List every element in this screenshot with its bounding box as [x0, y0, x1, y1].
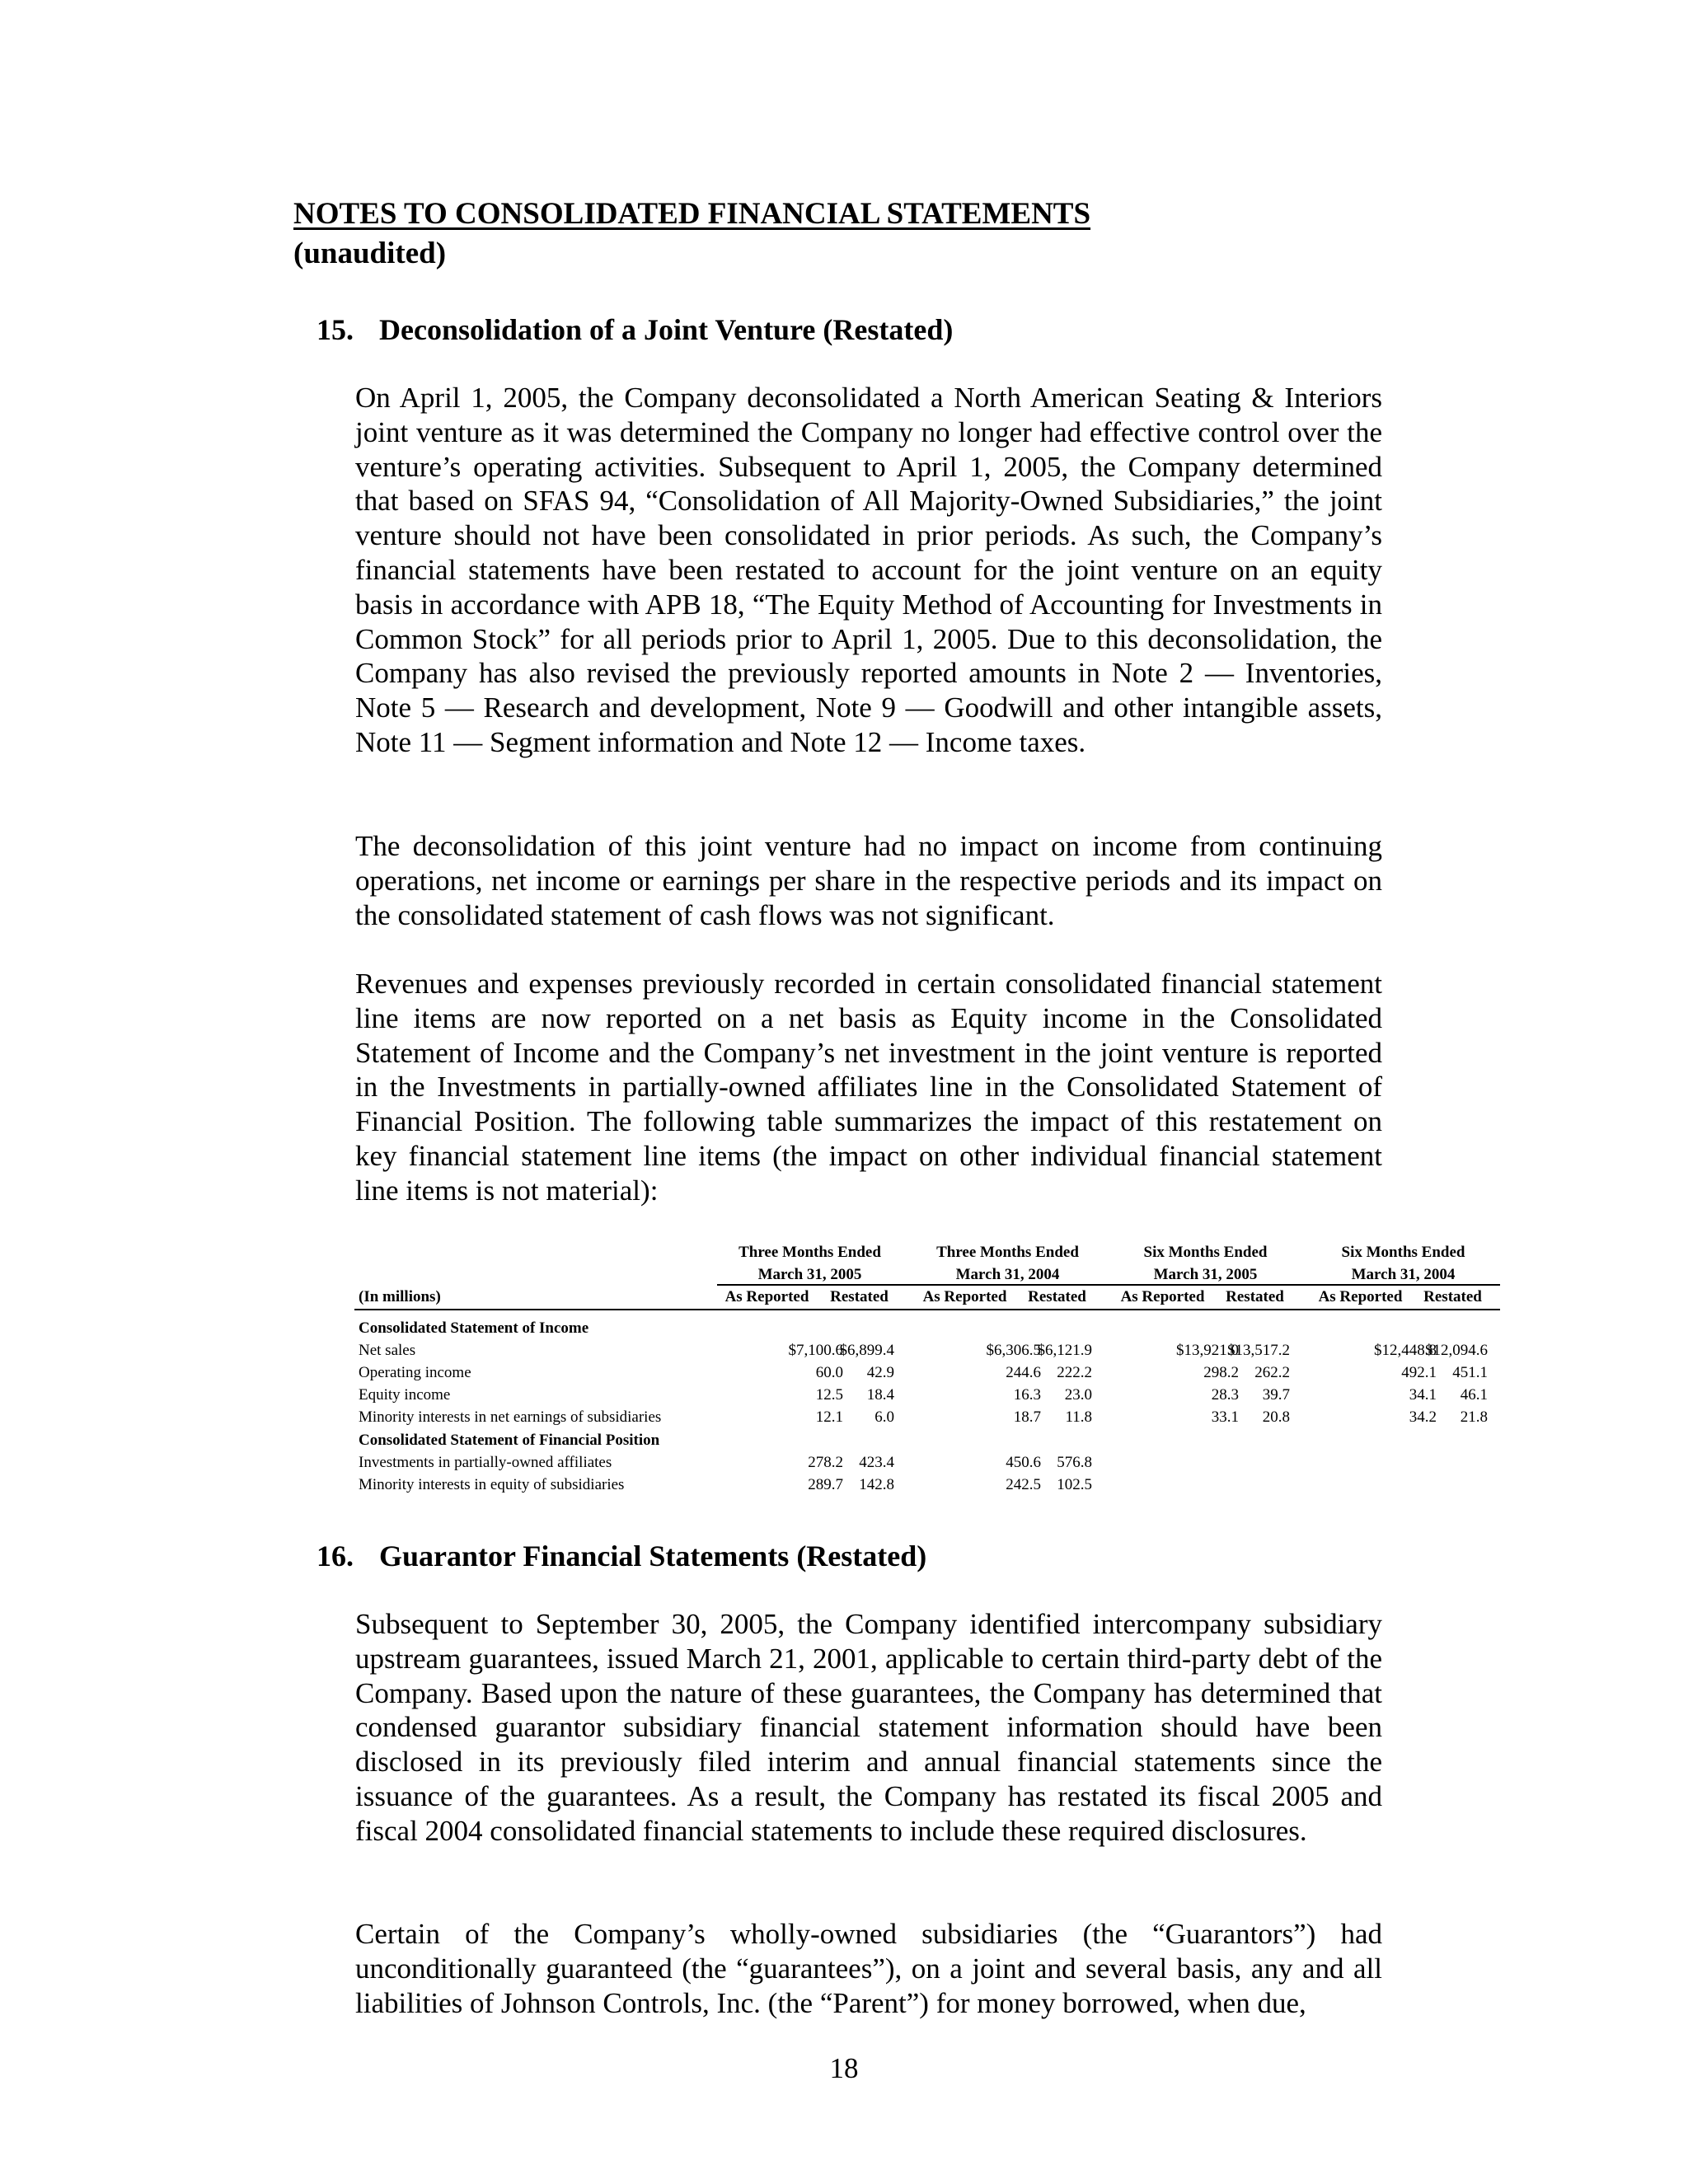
table-cell: 298.2	[1203, 1363, 1239, 1381]
section-16-paragraph-2: Certain of the Company’s wholly-owned subsidiaries (the “Guarantors”) had unconditionally guaranteed (the “guarantees”), on a joint and several basis, any and all liabilities of Johnson Controls, Inc. (the “Parent”) for money borrowed, when due,	[355, 1918, 1382, 2019]
section-16-paragraph-1: Subsequent to September 30, 2005, the Company identified intercompany subsidiary upstream guarantees, issued March 21, 2001, applicable to certain third-party debt of the Company. Based upon the nature of these guarantees, the Company has determined that condensed guarantor subsidiary financial statement information should have been disclosed in its previously filed interim and annual financial statements since the issuance of the guarantees. As a result, the Company has restated its fiscal 2005 and fiscal 2004 consolidated financial statements to include these required disclosures.	[355, 1608, 1382, 1847]
group-4-line1: Six Months Ended	[1341, 1244, 1465, 1261]
table-cell: 46.1	[1460, 1386, 1488, 1404]
table-cell: 242.5	[1006, 1475, 1041, 1493]
subheader-2: Restated	[830, 1288, 889, 1306]
table-cell: 42.9	[866, 1363, 894, 1381]
table-row	[354, 1406, 1500, 1428]
units-label: (In millions)	[359, 1288, 441, 1306]
table-cell: 576.8	[1057, 1453, 1092, 1471]
document-title	[293, 194, 1090, 274]
table-cell: 33.1	[1211, 1408, 1239, 1427]
section-15-paragraph-1: On April 1, 2005, the Company deconsolidated a North American Seating & Interiors joint venture as it was determined the Company no longer had effective control over the venture’s operating activities. Subsequent to April 1, 2005, the Company determined that based on SFAS 94, “Consolidation of All Majority-Owned Subsidiaries,” the joint venture should not have been consolidated in prior periods. As such, the Company’s financial statements have been restated to account for the joint venture on an equity basis in accordance with APB 18, “The Equity Method of Accounting for Investments in Common Stock” for all periods prior to April 1, 2005. Due to this deconsolidation, the Company has also revised the previously reported amounts in Note 2 — Inventories, Note 5 — Research and development, Note 9 — Goodwill and other intangible assets, Note 11 — Segment information and Note 12 — Income taxes.	[355, 382, 1382, 758]
table-group-header-row-1	[354, 1241, 1500, 1263]
table-cell: 142.8	[859, 1475, 894, 1493]
table-cell: 102.5	[1057, 1475, 1092, 1493]
table-cell: 39.7	[1262, 1386, 1290, 1404]
table-cell: 492.1	[1401, 1363, 1437, 1381]
table-cell: 18.4	[866, 1386, 894, 1404]
income-section-row	[354, 1317, 1500, 1339]
table-cell: 23.0	[1064, 1386, 1092, 1404]
row-label: Minority interests in equity of subsidiaries	[359, 1475, 625, 1493]
row-label: Net sales	[359, 1341, 416, 1359]
group-1-line2: March 31, 2005	[757, 1266, 862, 1284]
table-cell: $12,448.8	[1374, 1341, 1437, 1359]
section-15-paragraph-2: The deconsolidation of this joint venture had no impact on income from continuing operations, net income or earnings per share in the respective periods and its impact on the consolidated statement of cash flows was not significant.	[355, 830, 1382, 931]
table-cell: 278.2	[808, 1453, 843, 1471]
table-cell: 289.7	[808, 1475, 843, 1493]
table-row	[354, 1384, 1500, 1406]
table-row	[354, 1339, 1500, 1361]
table-cell: 20.8	[1262, 1408, 1290, 1427]
row-label: Investments in partially-owned affiliates	[359, 1453, 612, 1471]
group-2-line1: Three Months Ended	[936, 1244, 1079, 1261]
table-cell: 450.6	[1006, 1453, 1041, 1471]
section-16-heading	[316, 1538, 926, 1574]
table-cell: $12,094.6	[1425, 1341, 1488, 1359]
table-cell: 262.2	[1254, 1363, 1290, 1381]
group-3-line2: March 31, 2005	[1153, 1266, 1258, 1284]
table-cell: 16.3	[1013, 1386, 1041, 1404]
table-cell: 60.0	[815, 1363, 843, 1381]
table-cell: 11.8	[1065, 1408, 1092, 1427]
table-row	[354, 1451, 1500, 1474]
subheader-8: Restated	[1423, 1288, 1482, 1306]
table-subheader-row	[354, 1286, 1500, 1310]
section-15-heading	[316, 312, 953, 348]
income-rows	[354, 1339, 1500, 1429]
table-cell: 423.4	[859, 1453, 894, 1471]
table-cell: 28.3	[1211, 1386, 1239, 1404]
table-cell: 451.1	[1452, 1363, 1488, 1381]
section-15-title: Deconsolidation of a Joint Venture (Restated)	[379, 313, 954, 346]
table-cell: 222.2	[1057, 1363, 1092, 1381]
subheader-1: As Reported	[724, 1288, 809, 1306]
table-cell: $13,921.0	[1176, 1341, 1239, 1359]
section-15-number: 15.	[316, 313, 354, 346]
table-cell: $6,121.9	[1037, 1341, 1092, 1359]
income-section-label: Consolidated Statement of Income	[359, 1319, 589, 1337]
section-16-number: 16.	[316, 1540, 354, 1572]
position-section-label: Consolidated Statement of Financial Position	[359, 1431, 660, 1449]
section-16-title: Guarantor Financial Statements (Restated)	[379, 1540, 927, 1572]
table-row	[354, 1474, 1500, 1496]
group-2-line2: March 31, 2004	[955, 1266, 1060, 1284]
table-cell: $13,517.2	[1227, 1341, 1290, 1359]
table-cell: $6,306.5	[986, 1341, 1041, 1359]
notes-title: NOTES TO CONSOLIDATED FINANCIAL STATEMENTS	[293, 197, 1091, 231]
table-cell: $6,899.4	[839, 1341, 894, 1359]
position-rows	[354, 1451, 1500, 1496]
table-cell: 244.6	[1006, 1363, 1041, 1381]
position-section-row	[354, 1429, 1500, 1451]
subheader-7: As Reported	[1318, 1288, 1403, 1306]
subheader-6: Restated	[1226, 1288, 1284, 1306]
group-4-line2: March 31, 2004	[1351, 1266, 1456, 1284]
table-cell: 12.5	[815, 1386, 843, 1404]
unaudited-label: (unaudited)	[293, 237, 447, 270]
table-cell: 18.7	[1013, 1408, 1041, 1427]
subheader-4: Restated	[1028, 1288, 1086, 1306]
table-cell: 21.8	[1460, 1408, 1488, 1427]
table-cell: 34.1	[1409, 1386, 1437, 1404]
row-label: Minority interests in net earnings of subsidiaries	[359, 1408, 662, 1427]
restatement-table	[354, 1241, 1500, 1496]
table-cell: $7,100.6	[788, 1341, 843, 1359]
subheader-3: As Reported	[922, 1288, 1007, 1306]
page-number: 18	[829, 2052, 859, 2084]
table-cell: 34.2	[1409, 1408, 1437, 1427]
table-row	[354, 1361, 1500, 1384]
subheader-5: As Reported	[1120, 1288, 1205, 1306]
group-3-line1: Six Months Ended	[1143, 1244, 1268, 1261]
section-15-paragraph-3: Revenues and expenses previously recorded in certain consolidated financial statement line items are now reported on a net basis as Equity income in the Consolidated Statement of Income and the Company’s net investment in the joint venture is reported in the Investments in partially-owned affiliates line in the Consolidated Statement of Financial Position. The following table summarizes the impact of this restatement on key financial statement line items (the impact on other individual financial statement line items is not material):	[355, 968, 1382, 1207]
table-cell: 6.0	[874, 1408, 894, 1427]
group-1-line1: Three Months Ended	[738, 1244, 881, 1261]
table-group-header-row-2	[354, 1263, 1500, 1286]
row-label: Operating income	[359, 1363, 471, 1381]
row-label: Equity income	[359, 1386, 451, 1404]
table-cell: 12.1	[815, 1408, 843, 1427]
